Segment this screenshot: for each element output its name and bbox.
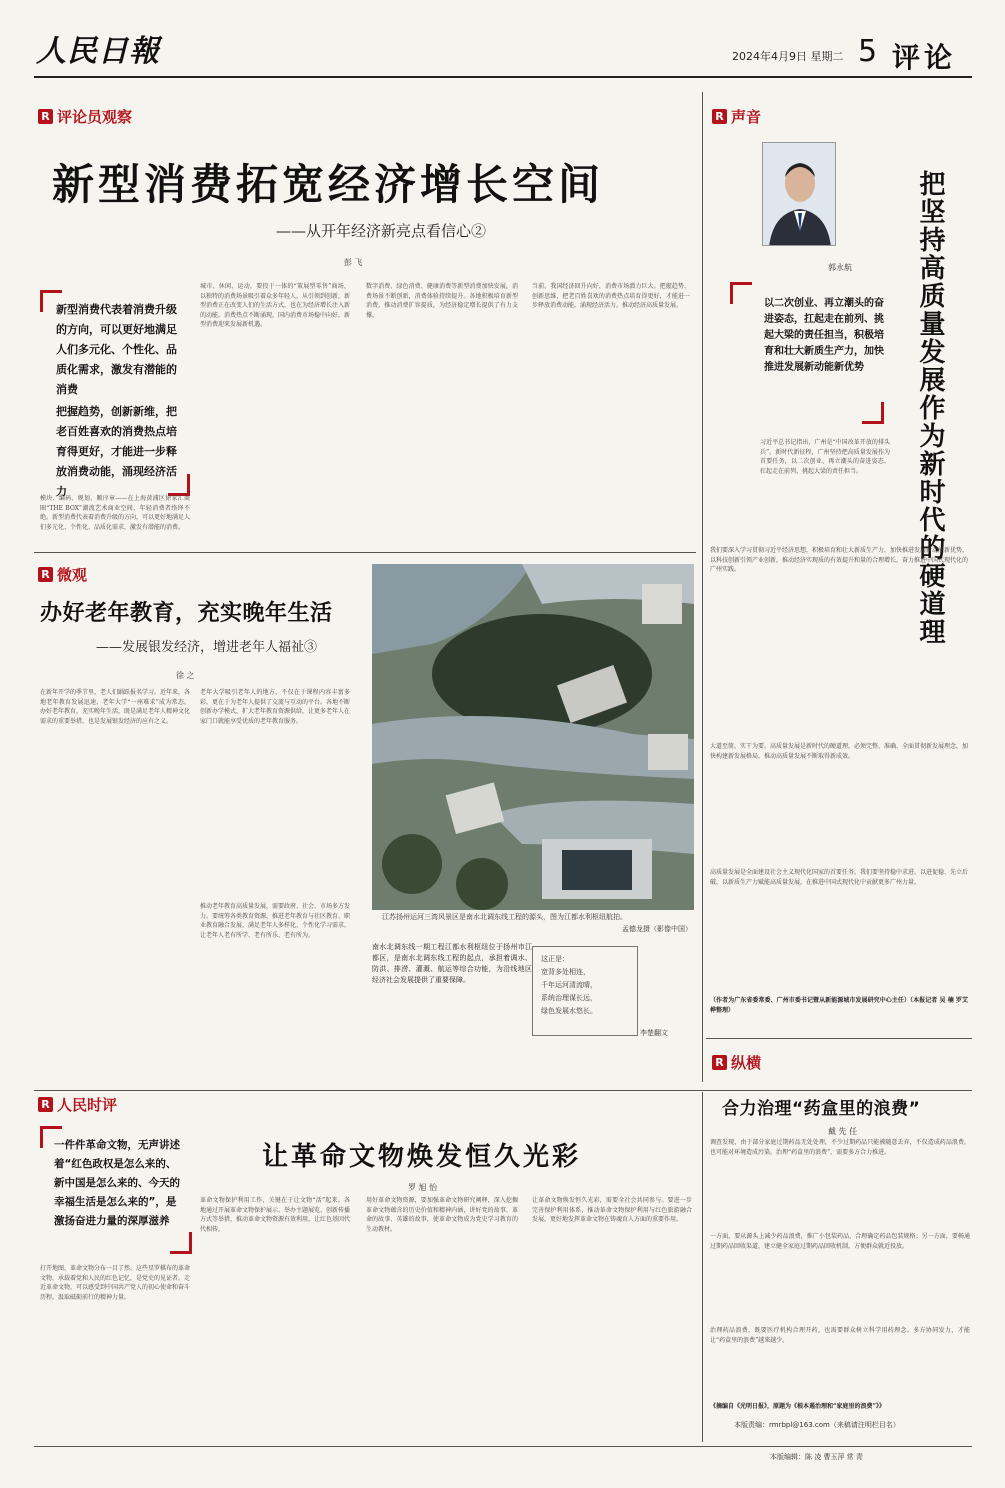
bottom-right-body-1: 调查发现，由于部分家庭过期药品无处处理，不少过期药品只能被随意丢弃，不仅造成药品浪费，也可能对环境造成污染。治理“药盒里的浪费”，需要多方合力推进。 bbox=[710, 1139, 970, 1156]
r-badge-icon: R bbox=[38, 1097, 53, 1112]
bottom-left-body-4: 让革命文物焕发恒久光彩，需要全社会共同参与。要进一步完善保护利用体系，推动革命文物保护利用与红色旅游融合发展，更好地发挥革命文物在铸魂育人方面的重要作用。 bbox=[532, 1197, 692, 1224]
poem-text: 这正是： 宽背多处相连， 千年运河清流晴， 系统治理谋长远， 绿色发展水悠长。 bbox=[541, 955, 597, 1015]
bottom-left-headline: 让革命文物焕发恒久光彩 bbox=[262, 1142, 582, 1172]
top-story-rule bbox=[34, 552, 696, 553]
column-label-voice: R 声音 bbox=[712, 106, 761, 127]
top-story-pull-quote-1: 新型消费代表着消费升级的方向，可以更好地满足人们多元化、个性化、品质化需求，激发有潜能的消费 bbox=[56, 303, 177, 396]
author-portrait bbox=[762, 142, 836, 246]
bottom-right-byline: 戴 先 任 bbox=[828, 1127, 858, 1136]
r-badge-icon: R bbox=[38, 109, 53, 124]
masthead-rule bbox=[34, 76, 972, 78]
top-story-body-4: 当前，我国经济回升向好，消费市场潜力巨大。把握趋势、创新思维，把老百姓喜欢的消费热点培育得更好，才能进一步释放消费动能，涌现经济活力，推动经济高质量发展。 bbox=[532, 283, 690, 310]
footer-rule bbox=[34, 1446, 972, 1447]
right-column-body-2: 我们要深入学习贯彻习近平经济思想，积极培育和壮大新质生产力，加快推进发展新动能新优势，以科技创新引领产业创新，推动经济实现质的有效提升和量的合理增长，奋力推进中国式现代化的广州实践。 bbox=[710, 547, 968, 574]
bottom-column-divider bbox=[702, 1092, 703, 1442]
quote-frame-top bbox=[730, 282, 752, 304]
top-story-body-3: 数字消费、绿色消费、健康消费等新型消费加快发展，消费场景不断创新，消费体验持续提升。各地积极培育新型消费，推动消费扩容提质，为经济稳定增长提供了有力支撑。 bbox=[366, 283, 518, 319]
bottom-left-body-2: 革命文物保护利用工作，关键在于让文物“活”起来。各地通过开展革命文物保护展示、举办主题展览、创新传播方式等举措，推动革命文物资源有效利用，让红色基因代代相传。 bbox=[200, 1197, 350, 1233]
aerial-photo-illustration bbox=[372, 564, 694, 910]
right-column-divider bbox=[702, 92, 703, 1082]
top-story-pull-quote-2: 把握趋势，创新新维，把老百姓喜欢的消费热点培育得更好，才能进一步释放消费动能，涌现经济活力 bbox=[56, 405, 177, 498]
page-number: 5 bbox=[858, 34, 878, 69]
bottom-left-pull-quote: 一件件革命文物，无声讲述着“红色政权是怎么来的、新中国是怎么来的、今天的幸福生活是怎么来的”，是激扬奋进力量的深厚滋养 bbox=[54, 1139, 180, 1227]
poem-credit: 李楚翻文 bbox=[640, 1029, 668, 1037]
column-label-peoples-commentary: R 人民时评 bbox=[38, 1094, 117, 1115]
top-story-body-1: 模块、编码、规划、顺序章——在上海黄浦区徐家汇商圈“THE BOX”潮流艺术商业空间，年轻消费者络绎不绝。新型消费代表着消费升级的方向，可以更好地满足人们多元化、个性化、品质化需求，激发有潜能的消费。 bbox=[40, 495, 190, 531]
micro-headline: 办好老年教育，充实晚年生活 bbox=[40, 601, 333, 626]
r-badge-icon: R bbox=[712, 109, 727, 124]
bottom-right-body-3: 治理药品浪费，既要医疗机构合理开药，也需要群众树立科学用药理念。多方协同发力，才能让“药盒里的浪费”越来越少。 bbox=[710, 1327, 970, 1344]
top-story-headline: 新型消费拓宽经济增长空间 bbox=[52, 160, 605, 209]
column-label-commentator: R 评论员观察 bbox=[38, 106, 132, 127]
right-column-body-4: 高质量发展是全面建设社会主义现代化国家的首要任务。我们要坚持稳中求进、以进促稳、先立后破，以新质生产力赋能高质量发展，在推进中国式现代化中贡献更多广州力量。 bbox=[710, 869, 968, 886]
photo-credit: 孟德龙摄（影像中国） bbox=[622, 925, 692, 933]
micro-body-2: 老年大学吸引老年人的地方，不仅在于课程内容丰富多彩，更在于为老年人提供了交流与互动的平台。各地不断创新办学模式，扩大老年教育资源供给，让更多老年人在家门口就能享受优质的老年教育服务。 bbox=[200, 689, 350, 725]
section-title: 评论 bbox=[892, 41, 957, 74]
bottom-left-body-1: 打开地图，革命文物分布一目了然。这些星罗棋布的革命文物，承载着党和人民的红色记忆，是党史的见证者。走近革命文物，可以感受到中国共产党人的初心使命和奋斗历程，汲取砥砺前行的精神力量。 bbox=[40, 1265, 190, 1301]
poem-box bbox=[532, 946, 638, 1036]
footer-contact: 本版责编：rmrbpl@163.com（来稿请注明栏目名） bbox=[734, 1421, 900, 1429]
micro-subhead: ——发展银发经济，增进老年人福祉③ bbox=[96, 640, 318, 655]
column-label-vertical-horizontal: R 纵横 bbox=[712, 1052, 761, 1073]
right-column-headline: 把坚持高质量发展作为新时代的硬道理 bbox=[915, 170, 945, 646]
micro-body-1: 在新年开学的季节里，老人们踊跃报名学习。近年来，各地老年教育发展迅速，老年大学“一座难求”成为常态。办好老年教育，充实晚年生活，既是满足老年人精神文化需求的重要举措，也是发展银发经济的应有之义。 bbox=[40, 689, 190, 725]
micro-body-3: 推动老年教育高质量发展，需要政府、社会、市场多方发力。要统筹各类教育资源，推进老年教育与社区教育、职业教育融合发展，满足老年人多样化、个性化学习需求，让老年人老有所学、老有所乐、老有所为。 bbox=[200, 903, 350, 939]
quote-frame-bottom bbox=[862, 402, 884, 424]
micro-byline: 徐 之 bbox=[176, 671, 195, 680]
bottom-right-headline: 合力治理“药盒里的浪费” bbox=[722, 1099, 921, 1119]
bottom-right-note: 《摘编自《光明日报》，原题为《根本遏治理和“家庭里的浪费”》》 bbox=[710, 1403, 885, 1410]
right-column-rule bbox=[706, 1038, 972, 1039]
right-column-body-3: 大道至简，实干为要。高质量发展是新时代的硬道理，必须完整、准确、全面贯彻新发展理念，加快构建新发展格局，推动高质量发展不断取得新成效。 bbox=[710, 743, 968, 760]
right-column-body-1: 习近平总书记指出，广州是“中国改革开放的排头兵”。新时代新征程，广州坚持把高质量发展作为首要任务，以二次创业、再立潮头的奋进姿态，扛起走在前列、挑起大梁的责任担当。 bbox=[760, 439, 890, 475]
top-story-body-2: 城市、休闲、运动，要投于一体的“策展型零售”商场，以独特的消费场景吸引着众多年轻人。从引领到创新，新型消费正在改变人们的生活方式，也在为经济增长注入新的动能。消费热点不断涌现，国内消费市场稳中向好，新型消费迎来发展新机遇。 bbox=[200, 283, 350, 329]
bottom-right-body-2: 一方面，要从源头上减少药品浪费，推广小包装药品，合理确定药品包装规格；另一方面，要畅通过期药品回收渠道，建立健全家庭过期药品回收机制，方便群众就近投放。 bbox=[710, 1233, 970, 1250]
issue-date: 2024年4月9日 星期二 bbox=[732, 50, 844, 63]
column-label-micro: R 微观 bbox=[38, 564, 87, 585]
top-story-subhead: ——从开年经济新亮点看信心② bbox=[276, 222, 487, 240]
footer-editors: 本版编辑：陈 凌 曹玉萍 常 青 bbox=[770, 1453, 863, 1461]
right-column-pull-quote: 以二次创业、再立潮头的奋进姿态，扛起走在前列、挑起大梁的责任担当，积极培育和壮大新质生产力，加快推进发展新动能新优势 bbox=[764, 298, 884, 373]
r-badge-icon: R bbox=[712, 1055, 727, 1070]
newspaper-logo: 人民日報 bbox=[36, 34, 160, 69]
r-badge-icon: R bbox=[38, 567, 53, 582]
bottom-left-byline: 罗 旭 怡 bbox=[408, 1183, 438, 1192]
photo-caption: 江苏扬州运河三湾风景区是南水北调东线工程的源头，图为江都水利枢纽航拍。 bbox=[382, 913, 627, 921]
top-story-byline: 彭 飞 bbox=[344, 258, 363, 267]
photo-info-text: 南水北调东线一期工程江都水利枢纽位于扬州市江都区，是南水北调东线工程的起点，承担着调水、防洪、排涝、灌溉、航运等综合功能，为沿线地区经济社会发展提供了重要保障。 bbox=[372, 943, 532, 984]
right-column-author-note: （作者为广东省委常委、广州市委书记暨从新能源城市发展研究中心主任）（本报记者 吴 楠 罗艾桦整理） bbox=[710, 997, 968, 1014]
bottom-left-body-3: 用好革命文物资源，要加强革命文物研究阐释，深入挖掘革命文物蕴含的历史价值和精神内涵，讲好党的故事、革命的故事、英雄的故事，使革命文物成为党史学习教育的生动教材。 bbox=[366, 1197, 518, 1233]
quote-frame-bottom bbox=[170, 1232, 192, 1254]
quote-frame-bottom bbox=[168, 474, 190, 496]
right-column-author: 郭永航 bbox=[828, 263, 852, 272]
middle-rule bbox=[34, 1090, 972, 1091]
aerial-photo bbox=[372, 564, 694, 910]
portrait-illustration bbox=[763, 143, 836, 246]
